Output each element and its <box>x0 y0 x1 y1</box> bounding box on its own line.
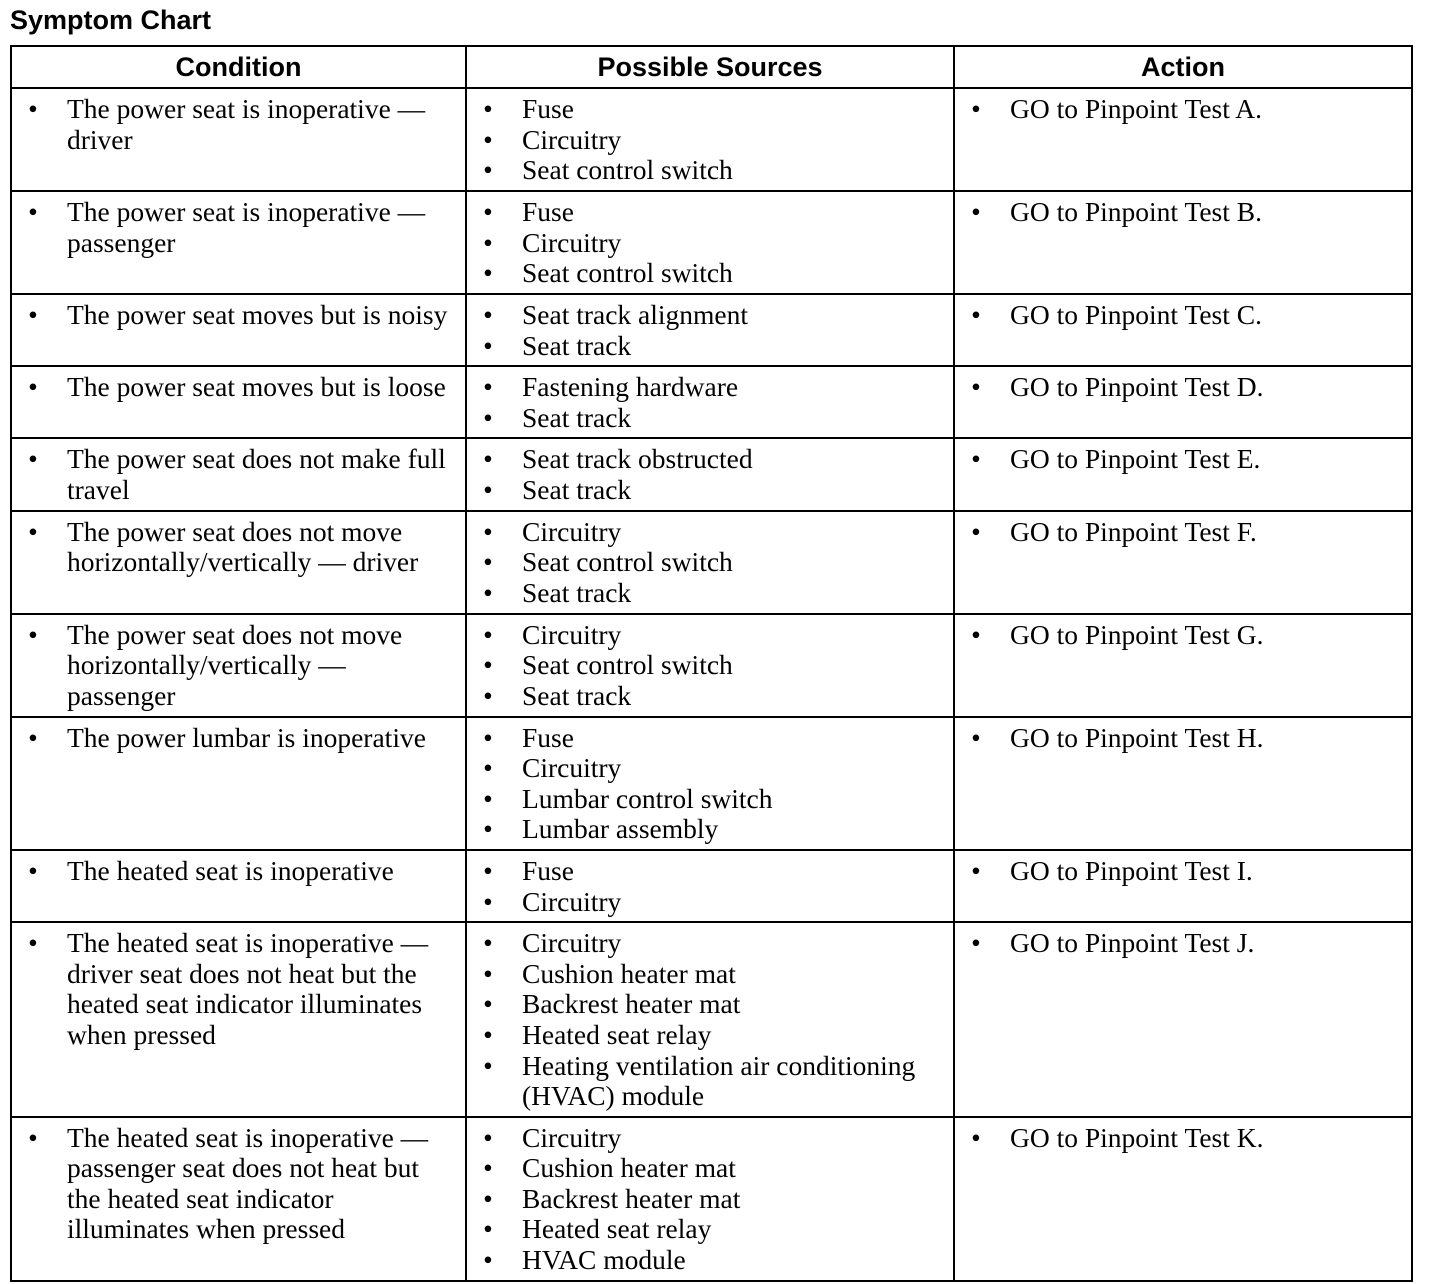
action-item <box>955 620 1411 651</box>
table-body <box>11 88 1412 1281</box>
source-item-text: Seat track <box>522 679 632 711</box>
condition-cell <box>11 88 466 191</box>
possible-sources-cell <box>466 366 954 438</box>
possible-sources-cell <box>466 922 954 1117</box>
table-row <box>11 1117 1412 1281</box>
condition-item-text: The power seat does not move horizontally/vertically — passenger <box>67 618 403 711</box>
source-item-text: Fuse <box>522 854 574 886</box>
source-item <box>467 1123 953 1154</box>
condition-item-text: The power seat does not make full travel <box>67 443 446 505</box>
bullet-icon: • <box>28 515 38 547</box>
bullet-icon: • <box>483 813 493 845</box>
source-item <box>467 1020 953 1051</box>
bullet-icon: • <box>971 93 981 124</box>
source-item <box>467 403 953 434</box>
condition-item <box>12 928 465 1050</box>
table-row <box>11 511 1412 614</box>
possible-sources-cell <box>466 614 954 717</box>
action-item-text: GO to Pinpoint Test H. <box>1010 721 1264 753</box>
table-row <box>11 438 1412 510</box>
bullet-icon: • <box>483 299 493 330</box>
source-item-text: Heating ventilation air conditioning (HVAC) module <box>522 1049 916 1112</box>
source-item-text: Backrest heater mat <box>522 988 741 1020</box>
condition-item <box>12 620 465 712</box>
action-cell <box>954 438 1412 510</box>
bullet-icon: • <box>483 226 493 258</box>
bullet-icon: • <box>971 1121 981 1153</box>
possible-sources-cell <box>466 511 954 614</box>
bullet-icon: • <box>483 154 493 186</box>
bullet-icon: • <box>28 93 38 124</box>
condition-cell <box>11 366 466 438</box>
action-item-text: GO to Pinpoint Test K. <box>1010 1121 1264 1153</box>
bullet-icon: • <box>28 618 38 650</box>
source-item-text: Circuitry <box>522 1121 622 1153</box>
condition-cell <box>11 614 466 717</box>
source-item-text: Fastening hardware <box>522 371 739 403</box>
bullet-icon: • <box>483 1182 493 1214</box>
source-item-text: Seat track <box>522 329 632 361</box>
action-item <box>955 300 1411 331</box>
condition-item-text: The heated seat is inoperative — passenger seat does not heat but the heated seat indicator illuminates when pressed <box>67 1121 429 1245</box>
condition-item <box>12 1123 465 1245</box>
condition-cell <box>11 511 466 614</box>
column-header-action: Action <box>954 46 1412 88</box>
source-item-text: Cushion heater mat <box>522 957 736 989</box>
source-item <box>467 620 953 651</box>
action-item <box>955 444 1411 475</box>
action-item <box>955 928 1411 959</box>
source-item-text: Seat control switch <box>522 546 733 578</box>
possible-sources-cell <box>466 294 954 366</box>
action-item-text: GO to Pinpoint Test I. <box>1010 854 1253 886</box>
action-item <box>955 94 1411 125</box>
condition-item <box>12 856 465 887</box>
action-cell <box>954 922 1412 1117</box>
bullet-icon: • <box>971 515 981 547</box>
table-row <box>11 88 1412 191</box>
bullet-icon: • <box>971 854 981 886</box>
source-item-text: HVAC module <box>522 1244 686 1276</box>
source-item-text: Seat track <box>522 401 632 433</box>
possible-sources-cell <box>466 438 954 510</box>
source-item <box>467 197 953 228</box>
table-row <box>11 614 1412 717</box>
bullet-icon: • <box>483 782 493 814</box>
bullet-icon: • <box>971 443 981 475</box>
source-item-text: Circuitry <box>522 226 622 258</box>
condition-cell <box>11 850 466 922</box>
bullet-icon: • <box>483 927 493 959</box>
bullet-icon: • <box>28 854 38 886</box>
action-item-text: GO to Pinpoint Test J. <box>1010 927 1255 959</box>
bullet-icon: • <box>483 679 493 711</box>
condition-item-text: The power seat moves but is loose <box>67 371 446 403</box>
bullet-icon: • <box>483 371 493 403</box>
bullet-icon: • <box>483 1244 493 1276</box>
possible-sources-cell <box>466 88 954 191</box>
table-header-row <box>11 46 1412 88</box>
table-row <box>11 294 1412 366</box>
action-cell <box>954 294 1412 366</box>
source-item-text: Circuitry <box>522 515 622 547</box>
bullet-icon: • <box>483 401 493 433</box>
bullet-icon: • <box>483 123 493 155</box>
bullet-icon: • <box>483 854 493 886</box>
table-row <box>11 922 1412 1117</box>
source-item <box>467 258 953 289</box>
source-item <box>467 1153 953 1184</box>
source-item <box>467 650 953 681</box>
source-item <box>467 887 953 918</box>
bullet-icon: • <box>483 576 493 608</box>
source-item-text: Fuse <box>522 93 574 124</box>
condition-item-text: The heated seat is inoperative <box>67 854 394 886</box>
condition-cell <box>11 294 466 366</box>
bullet-icon: • <box>28 927 38 959</box>
condition-item <box>12 94 465 155</box>
bullet-icon: • <box>28 443 38 475</box>
source-item <box>467 444 953 475</box>
table-row <box>11 850 1412 922</box>
source-item <box>467 856 953 887</box>
source-item <box>467 681 953 712</box>
condition-item <box>12 444 465 505</box>
source-item <box>467 814 953 845</box>
bullet-icon: • <box>483 257 493 289</box>
source-item <box>467 547 953 578</box>
condition-item <box>12 197 465 258</box>
bullet-icon: • <box>971 618 981 650</box>
source-item-text: Circuitry <box>522 885 622 917</box>
condition-item-text: The power lumbar is inoperative <box>67 721 426 753</box>
source-item <box>467 1245 953 1276</box>
source-item-text: Lumbar control switch <box>522 782 773 814</box>
source-item-text: Seat track obstructed <box>522 443 753 475</box>
source-item-text: Circuitry <box>522 123 622 155</box>
possible-sources-cell <box>466 191 954 294</box>
source-item <box>467 1214 953 1245</box>
action-cell <box>954 191 1412 294</box>
source-item-text: Heated seat relay <box>522 1213 712 1245</box>
action-cell <box>954 88 1412 191</box>
action-cell <box>954 850 1412 922</box>
bullet-icon: • <box>483 1121 493 1153</box>
source-item <box>467 784 953 815</box>
action-item <box>955 372 1411 403</box>
action-cell <box>954 1117 1412 1281</box>
source-item <box>467 300 953 331</box>
action-cell <box>954 717 1412 850</box>
condition-item <box>12 517 465 578</box>
column-header-condition: Condition <box>11 46 466 88</box>
possible-sources-cell <box>466 1117 954 1281</box>
source-item-text: Circuitry <box>522 752 622 784</box>
possible-sources-cell <box>466 717 954 850</box>
bullet-icon: • <box>971 927 981 959</box>
source-item-text: Backrest heater mat <box>522 1182 741 1214</box>
source-item-text: Circuitry <box>522 927 622 959</box>
source-item-text: Seat control switch <box>522 257 733 289</box>
bullet-icon: • <box>483 515 493 547</box>
table-row <box>11 191 1412 294</box>
bullet-icon: • <box>971 196 981 227</box>
action-item-text: GO to Pinpoint Test G. <box>1010 618 1264 650</box>
condition-cell <box>11 922 466 1117</box>
bullet-icon: • <box>483 443 493 475</box>
action-item <box>955 517 1411 548</box>
source-item <box>467 125 953 156</box>
source-item-text: Fuse <box>522 721 574 753</box>
condition-item-text: The power seat is inoperative — passenger <box>67 196 426 258</box>
action-item-text: GO to Pinpoint Test F. <box>1010 515 1257 547</box>
column-header-possible-sources: Possible Sources <box>466 46 954 88</box>
bullet-icon: • <box>28 371 38 403</box>
bullet-icon: • <box>483 721 493 753</box>
condition-item-text: The power seat is inoperative — driver <box>67 93 426 155</box>
possible-sources-cell <box>466 850 954 922</box>
bullet-icon: • <box>483 957 493 989</box>
bullet-icon: • <box>483 885 493 917</box>
bullet-icon: • <box>28 721 38 753</box>
source-item-text: Seat track alignment <box>522 299 749 330</box>
source-item <box>467 578 953 609</box>
action-item-text: GO to Pinpoint Test A. <box>1010 93 1262 124</box>
source-item <box>467 94 953 125</box>
table-row <box>11 366 1412 438</box>
bullet-icon: • <box>483 1152 493 1184</box>
source-item <box>467 155 953 186</box>
source-item-text: Lumbar assembly <box>522 813 719 845</box>
condition-item <box>12 372 465 403</box>
bullet-icon: • <box>483 1213 493 1245</box>
action-item-text: GO to Pinpoint Test B. <box>1010 196 1262 227</box>
action-item <box>955 856 1411 887</box>
action-cell <box>954 614 1412 717</box>
source-item <box>467 372 953 403</box>
bullet-icon: • <box>483 988 493 1020</box>
bullet-icon: • <box>28 1121 38 1153</box>
source-item <box>467 723 953 754</box>
condition-item <box>12 300 465 331</box>
bullet-icon: • <box>483 752 493 784</box>
bullet-icon: • <box>28 299 38 330</box>
source-item <box>467 228 953 259</box>
symptom-chart-table <box>10 45 1413 1282</box>
action-cell <box>954 366 1412 438</box>
bullet-icon: • <box>483 196 493 227</box>
bullet-icon: • <box>483 329 493 361</box>
source-item-text: Seat track <box>522 473 632 505</box>
source-item <box>467 1184 953 1215</box>
action-cell <box>954 511 1412 614</box>
condition-cell <box>11 191 466 294</box>
condition-cell <box>11 438 466 510</box>
source-item-text: Heated seat relay <box>522 1018 712 1050</box>
source-item <box>467 928 953 959</box>
source-item <box>467 753 953 784</box>
table-row <box>11 717 1412 850</box>
source-item <box>467 989 953 1020</box>
bullet-icon: • <box>971 721 981 753</box>
bullet-icon: • <box>483 618 493 650</box>
source-item-text: Fuse <box>522 196 574 227</box>
source-item <box>467 517 953 548</box>
source-item <box>467 1051 953 1112</box>
source-item <box>467 959 953 990</box>
bullet-icon: • <box>28 196 38 227</box>
bullet-icon: • <box>483 93 493 124</box>
source-item-text: Cushion heater mat <box>522 1152 736 1184</box>
bullet-icon: • <box>483 1018 493 1050</box>
action-item <box>955 1123 1411 1154</box>
action-item-text: GO to Pinpoint Test E. <box>1010 443 1261 475</box>
bullet-icon: • <box>971 299 981 330</box>
page-title: Symptom Chart <box>10 5 212 35</box>
source-item <box>467 331 953 362</box>
bullet-icon: • <box>483 1049 493 1081</box>
condition-item <box>12 723 465 754</box>
action-item-text: GO to Pinpoint Test C. <box>1010 299 1262 330</box>
source-item <box>467 475 953 506</box>
bullet-icon: • <box>483 546 493 578</box>
action-item <box>955 723 1411 754</box>
source-item-text: Circuitry <box>522 618 622 650</box>
source-item-text: Seat track <box>522 576 632 608</box>
action-item <box>955 197 1411 228</box>
condition-item-text: The power seat moves but is noisy <box>67 299 448 330</box>
bullet-icon: • <box>483 473 493 505</box>
condition-cell <box>11 1117 466 1281</box>
source-item-text: Seat control switch <box>522 649 733 681</box>
action-item-text: GO to Pinpoint Test D. <box>1010 371 1264 403</box>
condition-item-text: The heated seat is inoperative — driver seat does not heat but the heated seat indicator illuminates when pressed <box>67 927 429 1050</box>
bullet-icon: • <box>483 649 493 681</box>
condition-item-text: The power seat does not move horizontally/vertically — driver <box>67 515 419 578</box>
source-item-text: Seat control switch <box>522 154 733 186</box>
bullet-icon: • <box>971 371 981 403</box>
condition-cell <box>11 717 466 850</box>
